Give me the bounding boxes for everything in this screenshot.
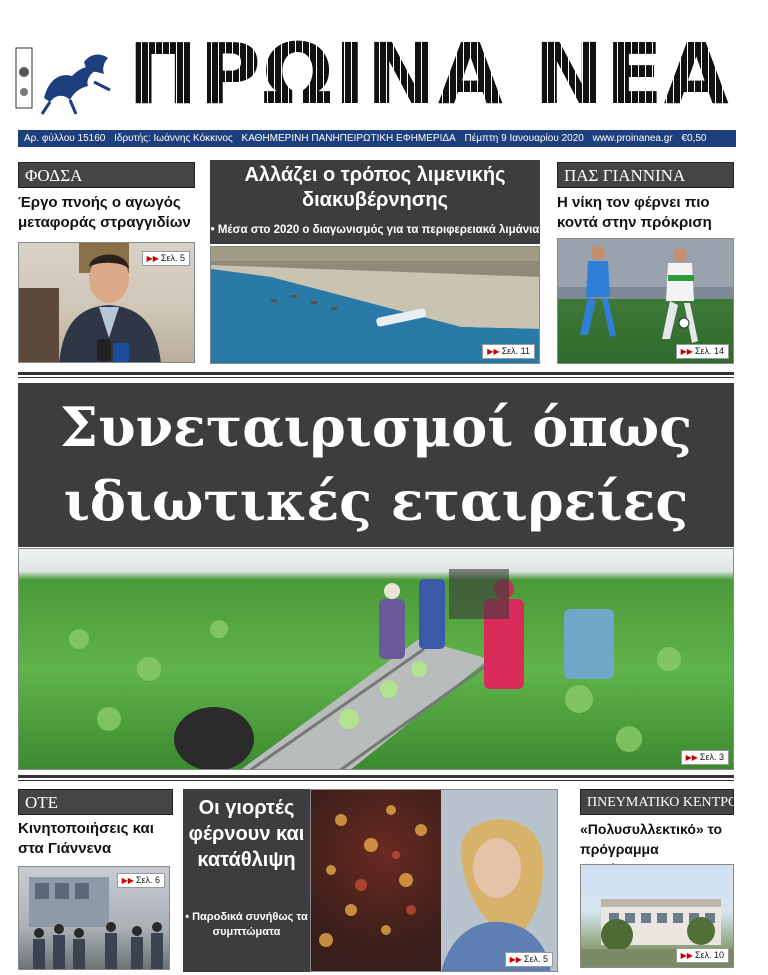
kicker-ote[interactable]: ΟΤΕ <box>18 789 173 815</box>
page-ref-ote[interactable]: ▶▶ Σελ. 6 <box>117 873 165 888</box>
divider-top <box>18 372 734 375</box>
photo-football[interactable] <box>557 238 734 364</box>
teaser-fodsa[interactable]: Έργο πνοής ο αγωγός μεταφοράς στραγγιδίων <box>18 194 191 231</box>
port-headline[interactable]: Αλλάζει ο τρόπος λιμενικής διακυβέρνησης <box>244 164 506 211</box>
page-ref-port[interactable]: ▶▶ Σελ. 11 <box>482 344 535 359</box>
issue-info-bar <box>18 130 736 147</box>
newspaper-title: ΠΡΩΙΝΑ ΝΕΑ <box>128 26 758 122</box>
divider-bottom-thin <box>18 780 734 781</box>
photo-holiday-sadness[interactable] <box>310 789 558 972</box>
price: €0,50 <box>681 133 707 144</box>
newspaper-emblem <box>14 42 124 120</box>
page-ref-cultural[interactable]: ▶▶ Σελ. 10 <box>676 948 729 963</box>
kicker-cultural-center[interactable]: ΠΝΕΥΜΑΤΙΚΟ ΚΕΝΤΡΟ <box>580 789 734 815</box>
issue-date: Πέμπτη 9 Ιανουαρίου 2020 <box>464 133 584 144</box>
teaser-pas-giannina[interactable]: Η νίκη τον φέρνει πιο κοντά στην πρόκριση <box>557 194 712 231</box>
founder: Ιδρυτής: Ιωάννης Κόκκινος <box>114 133 233 144</box>
website-link[interactable]: www.proinanea.gr <box>592 133 673 144</box>
photo-port[interactable] <box>210 246 540 364</box>
issue-number: Αρ. φύλλου 15160 <box>24 133 106 144</box>
photo-cultural-center[interactable] <box>580 864 734 968</box>
divider-bottom <box>18 775 734 778</box>
main-headline[interactable]: Συνεταιρισμοί όπως ιδιωτικές εταιρείες <box>59 395 693 533</box>
page-ref-fodsa[interactable]: ▶▶ Σελ. 5 <box>142 251 190 266</box>
teaser-cultural-center[interactable]: «Πολυσυλλεκτικό» το πρόγραμμα <box>580 821 723 857</box>
holiday-headline[interactable]: Οι γιορτές φέρνουν και κατάθλιψη <box>188 797 305 871</box>
page-ref-pas[interactable]: ▶▶ Σελ. 14 <box>676 344 729 359</box>
photo-lettuce-harvest[interactable] <box>18 548 734 770</box>
port-subtitle: • Μέσα στο 2020 ο διαγωνισμός για τα περιφερειακά λιμάνια <box>210 224 540 236</box>
teaser-ote[interactable]: Κινητοποιήσεις και στα Γιάννενα <box>18 820 154 857</box>
photo-interview[interactable] <box>18 242 195 363</box>
holiday-subtitle: • Παροδικά συνήθως τα συμπτώματα <box>185 911 308 938</box>
photo-farm-workers <box>19 549 734 770</box>
divider-top-thin <box>18 377 734 378</box>
photo-woman-christmas-lights <box>311 790 558 972</box>
kicker-fodsa[interactable]: ΦΟΔΣΑ <box>18 162 195 188</box>
photo-ote-protest[interactable] <box>18 866 170 970</box>
page-ref-holiday[interactable]: ▶▶ Σελ. 5 <box>505 952 553 967</box>
page-ref-main[interactable]: ▶▶ Σελ. 3 <box>681 750 729 765</box>
kicker-pas-giannina[interactable]: ΠΑΣ ΓΙΑΝΝΙΝΑ <box>557 162 734 188</box>
newspaper-tagline: ΚΑΘΗΜΕΡΙΝΗ ΠΑΝΗΠΕΙΡΩΤΙΚΗ ΕΦΗΜΕΡΙΔΑ <box>241 133 456 144</box>
